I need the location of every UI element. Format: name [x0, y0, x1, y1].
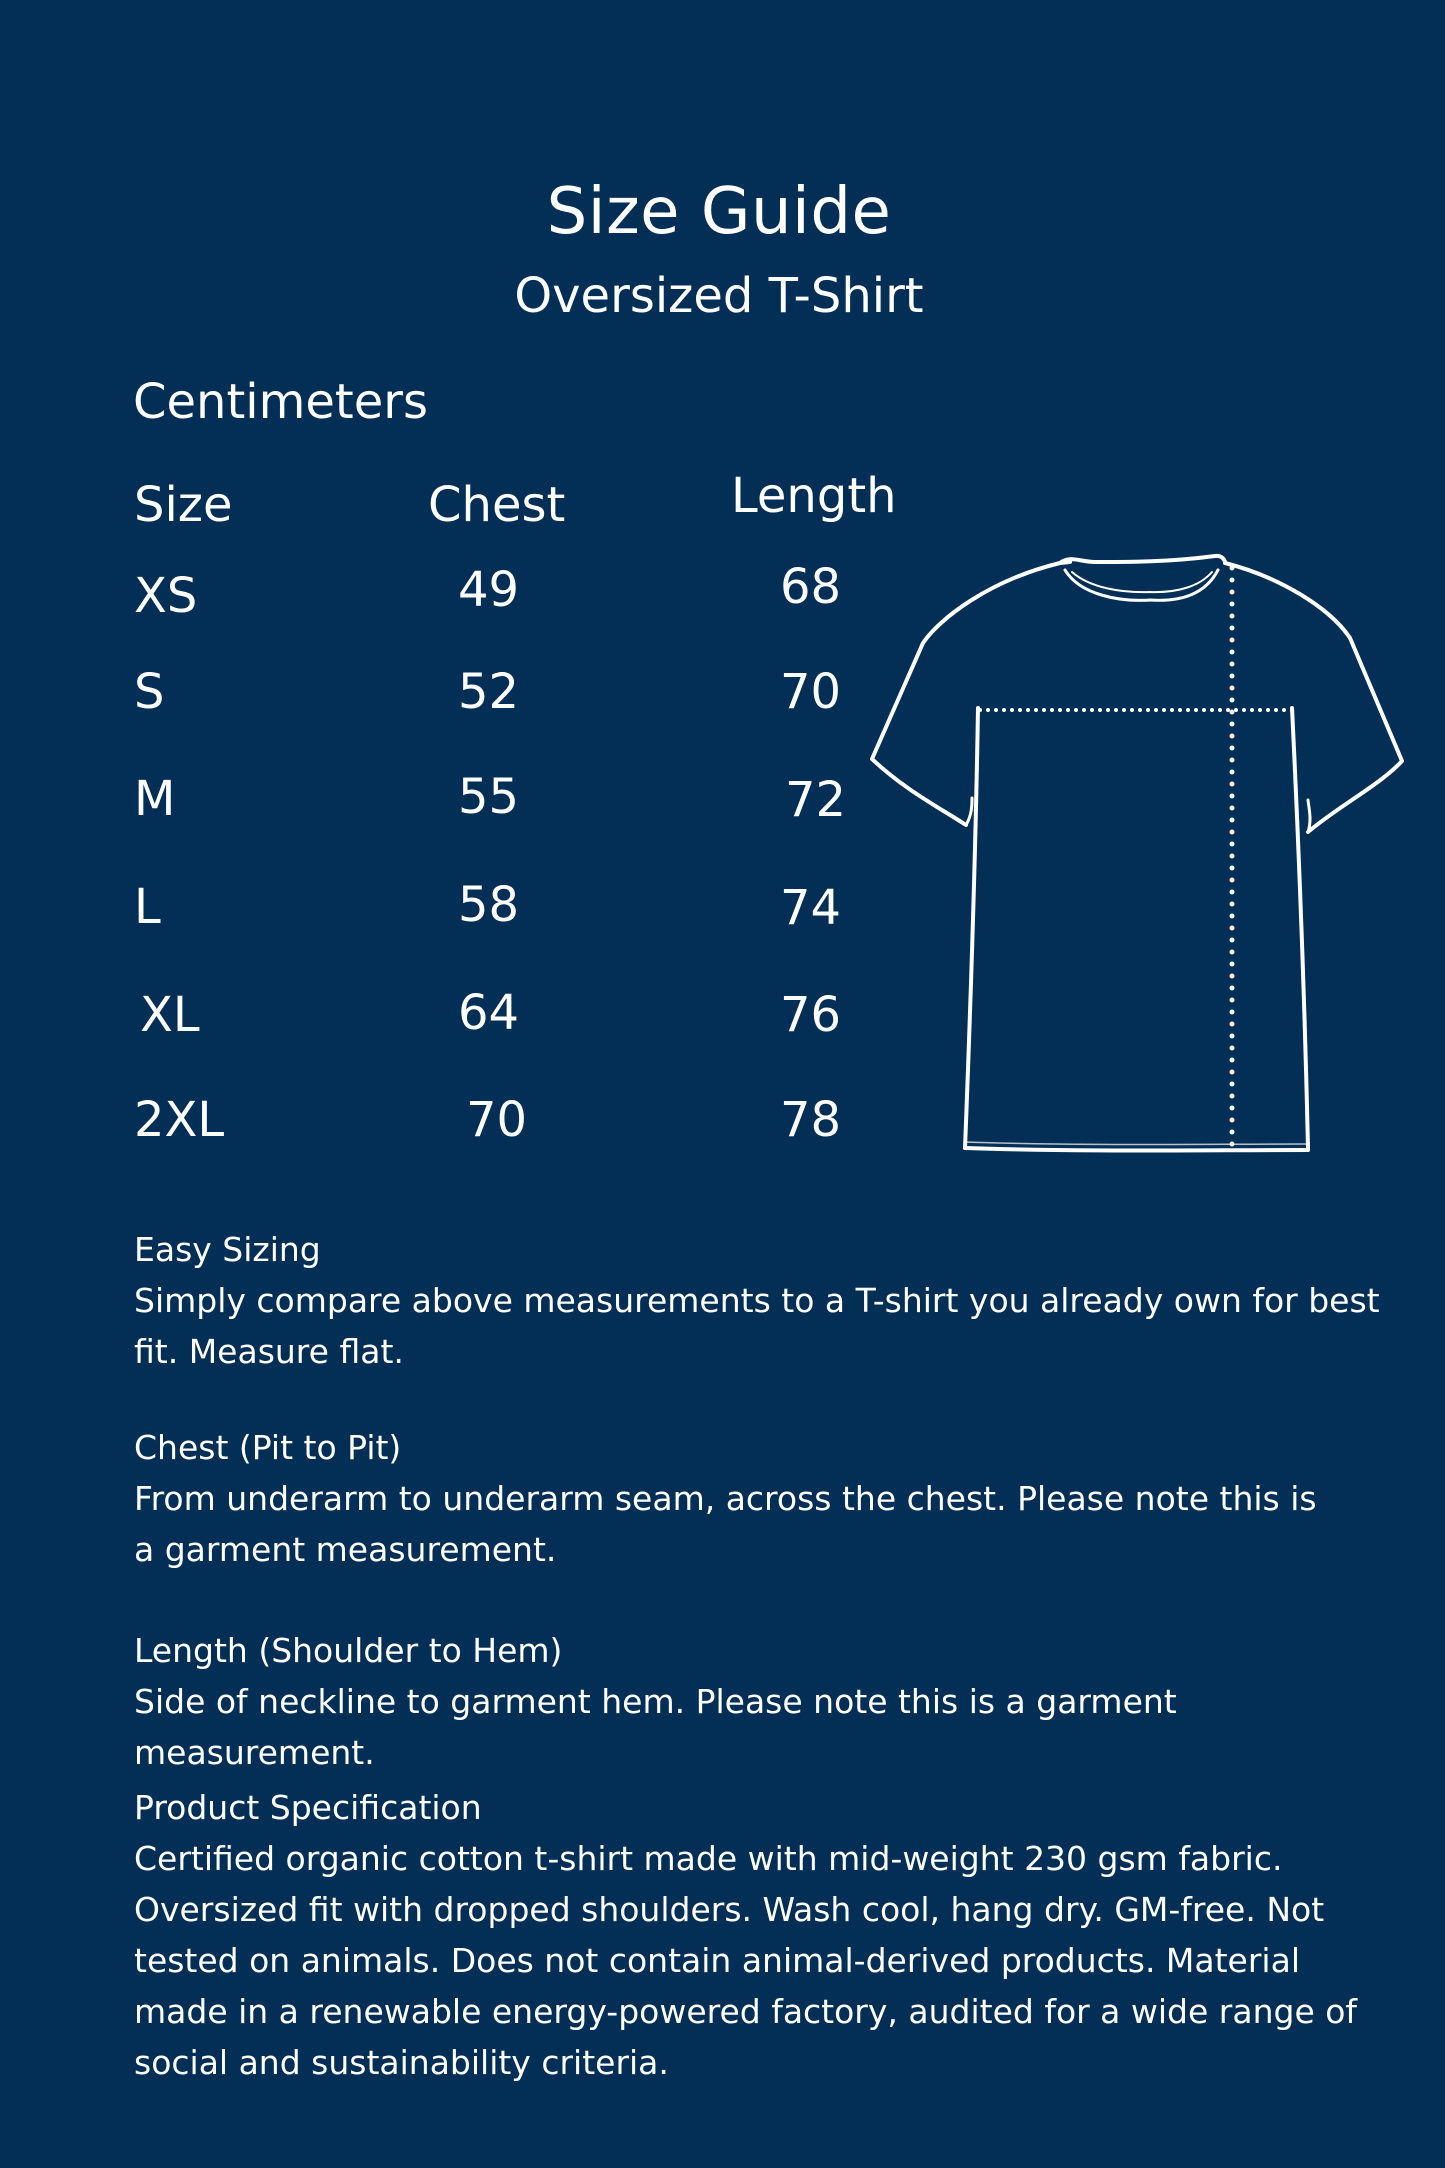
- column-header-chest: Chest: [428, 477, 566, 533]
- length-cell: 72: [785, 772, 847, 828]
- length-cell: 78: [780, 1092, 842, 1148]
- chest-cell: 58: [458, 877, 520, 933]
- size-cell: 2XL: [134, 1092, 225, 1148]
- note-easy-sizing: [134, 1224, 1404, 1377]
- note-heading: Product Specification: [134, 1788, 482, 1827]
- note-text: Side of neckline to garment hem. Please note this is a garment measurement.: [134, 1682, 1177, 1772]
- note-heading: Length (Shoulder to Hem): [134, 1631, 563, 1670]
- note-heading: Easy Sizing: [134, 1230, 321, 1269]
- tshirt-measurement-icon: [860, 550, 1420, 1160]
- length-cell: 74: [780, 880, 842, 936]
- length-cell: 76: [780, 987, 842, 1043]
- chest-cell: 70: [466, 1092, 528, 1148]
- chest-cell: 55: [458, 769, 520, 825]
- units-label: Centimeters: [133, 374, 429, 430]
- size-cell: M: [134, 771, 176, 827]
- chest-cell: 49: [458, 562, 520, 618]
- length-cell: 70: [780, 664, 842, 720]
- note-heading: Chest (Pit to Pit): [134, 1428, 402, 1467]
- note-chest: [134, 1422, 1404, 1575]
- size-cell: L: [134, 879, 161, 935]
- page-subtitle: Oversized T-Shirt: [514, 268, 924, 324]
- note-text: Certified organic cotton t-shirt made with mid-weight 230 gsm fabric. Oversized fit with dropped shoulders. Wash cool, hang dry. GM-free. Not tested on animals. Does not contain animal-derived products. Material made in a renewable energy-powered factory, audited for a wide range of social and sustainability criteria.: [134, 1839, 1358, 2082]
- chest-cell: 64: [458, 985, 520, 1041]
- size-cell: XL: [140, 987, 200, 1043]
- column-header-length: Length: [731, 468, 897, 524]
- note-text: Simply compare above measurements to a T-shirt you already own for best fit. Measure flat.: [134, 1281, 1380, 1371]
- length-cell: 68: [780, 559, 842, 615]
- column-header-size: Size: [134, 477, 233, 533]
- note-length: [134, 1625, 1404, 1778]
- page-title: Size Guide: [546, 175, 892, 249]
- note-product-specification: [134, 1782, 1404, 2088]
- note-text: From underarm to underarm seam, across the chest. Please note this is a garment measurement.: [134, 1479, 1317, 1569]
- size-cell: XS: [134, 568, 198, 624]
- size-cell: S: [134, 664, 165, 720]
- chest-cell: 52: [458, 664, 520, 720]
